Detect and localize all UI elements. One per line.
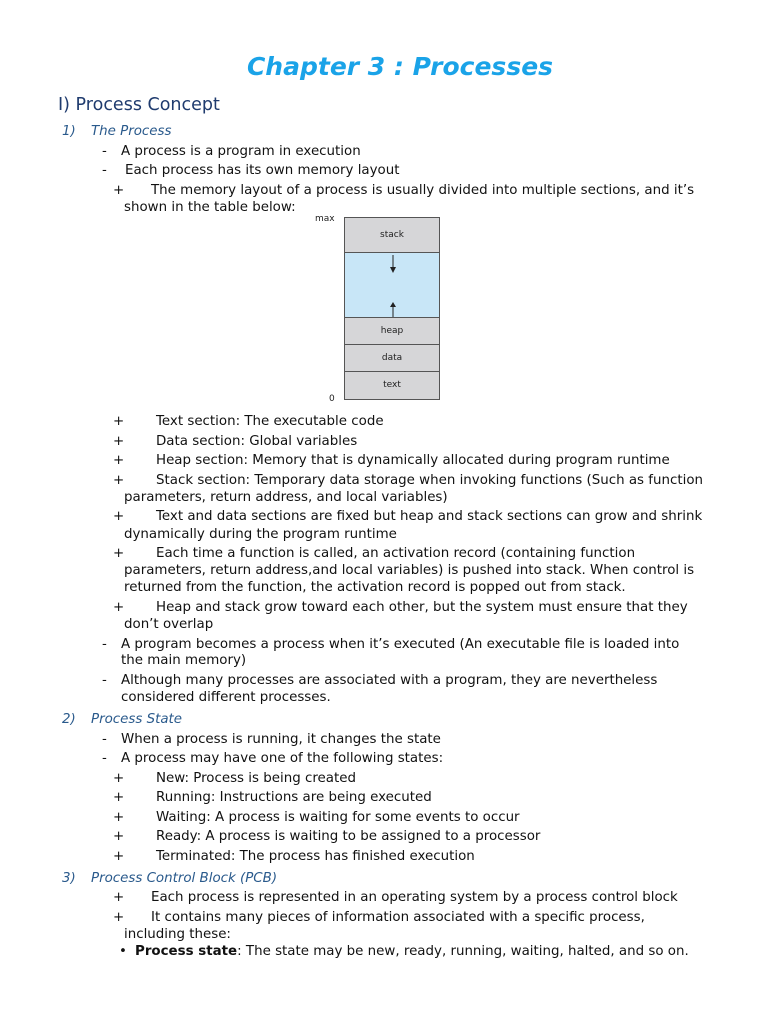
dash-marker: - (102, 144, 107, 159)
heap-label: heap (380, 326, 404, 336)
text-line: Running: Instructions are being executed (156, 790, 432, 805)
text-line: shown in the table below: (124, 200, 296, 215)
text-line: Each time a function is called, an activation record (containing function (156, 546, 636, 561)
text-line: parameters, return address, and local variables) (124, 490, 448, 505)
text-line: considered different processes. (121, 690, 331, 705)
plus-marker: + (113, 910, 125, 925)
plus-marker: + (113, 546, 125, 561)
bullet-icon: • (119, 944, 127, 959)
text-line: including these: (124, 927, 231, 942)
text-line: New: Process is being created (156, 771, 356, 786)
plus-marker: + (113, 509, 125, 524)
plus-marker: + (113, 771, 125, 786)
text-line: Heap and stack grow toward each other, but the system must ensure that they (156, 600, 688, 615)
term-description: : The state may be new, ready, running, waiting, halted, and so on. (237, 944, 689, 959)
plus-marker: + (113, 829, 125, 844)
subsection-number: 2) (62, 712, 76, 727)
free-space-block (344, 252, 440, 318)
dash-marker: - (102, 163, 107, 178)
plus-marker: + (113, 810, 125, 825)
plus-marker: + (113, 600, 125, 615)
subsection-number: 1) (62, 124, 76, 139)
bold-term: Process state (135, 944, 238, 959)
text-line: Each process has its own memory layout (125, 163, 400, 178)
text-line: Ready: A process is waiting to be assigned to a processor (156, 829, 541, 844)
subsection-number: 3) (62, 871, 76, 886)
max-label: max (315, 214, 335, 224)
memory-layout-diagram (312, 212, 452, 407)
data-block (344, 344, 440, 372)
text-block (344, 371, 440, 400)
text-line: It contains many pieces of information associated with a specific process, (151, 910, 645, 925)
plus-marker: + (113, 414, 125, 429)
chapter-title: Chapter 3 : Processes (246, 52, 554, 81)
plus-marker: + (113, 790, 125, 805)
dash-marker: - (102, 637, 107, 652)
text-line: Data section: Global variables (156, 434, 358, 449)
text-line: dynamically during the program runtime (124, 527, 397, 542)
data-label: data (381, 353, 403, 363)
plus-marker: + (113, 183, 125, 198)
text-line: A process is a program in execution (121, 144, 361, 159)
subsection-title: Process State (91, 712, 183, 727)
text-line: A program becomes a process when it’s executed (An executable file is loaded into (121, 637, 680, 652)
section-heading: I) Process Concept (58, 95, 220, 115)
text-line: returned from the function, the activation record is popped out from stack. (124, 580, 626, 595)
plus-marker: + (113, 453, 125, 468)
stack-block (344, 217, 440, 253)
text-line: don’t overlap (124, 617, 214, 632)
plus-marker: + (113, 434, 125, 449)
dash-marker: - (102, 673, 107, 688)
text-line: Waiting: A process is waiting for some events to occur (156, 810, 520, 825)
subsection-title: Process Control Block (PCB) (91, 871, 278, 886)
text-line: When a process is running, it changes the state (121, 732, 441, 747)
dash-marker: - (102, 732, 107, 747)
zero-label: 0 (329, 394, 335, 404)
text-line: Stack section: Temporary data storage when invoking functions (Such as function (156, 473, 703, 488)
text-line (135, 944, 689, 959)
text-label: text (383, 380, 401, 390)
text-line: the main memory) (121, 653, 247, 668)
growth-arrows-icon (345, 253, 441, 319)
text-line: Terminated: The process has finished execution (156, 849, 475, 864)
text-line: Heap section: Memory that is dynamically allocated during program runtime (156, 453, 670, 468)
text-line: Text section: The executable code (156, 414, 384, 429)
plus-marker: + (113, 849, 125, 864)
heap-block (344, 317, 440, 345)
text-line: Although many processes are associated with a program, they are nevertheless (121, 673, 658, 688)
subsection-title: The Process (91, 124, 172, 139)
stack-label: stack (380, 230, 404, 240)
text-line: The memory layout of a process is usually divided into multiple sections, and it’s (151, 183, 695, 198)
text-line: Each process is represented in an operating system by a process control block (151, 890, 678, 905)
text-line: parameters, return address,and local variables) is pushed into stack. When control is (124, 563, 695, 578)
plus-marker: + (113, 890, 125, 905)
plus-marker: + (113, 473, 125, 488)
dash-marker: - (102, 751, 107, 766)
text-line: Text and data sections are fixed but heap and stack sections can grow and shrink (156, 509, 703, 524)
text-line: A process may have one of the following states: (121, 751, 444, 766)
